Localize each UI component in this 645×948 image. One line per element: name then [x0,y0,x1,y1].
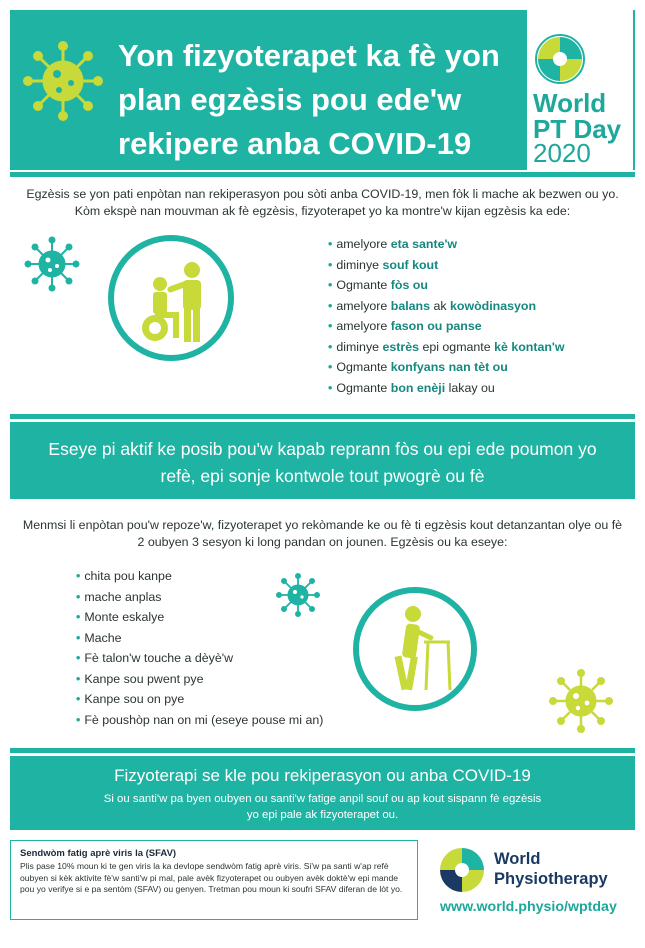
event-name: World PT Day [533,88,622,144]
benefits-list [328,234,565,398]
virus-icon [548,668,614,734]
list-item: • mache anplas [76,589,162,604]
event-year: 2020 [533,138,591,168]
list-item: • amelyore fason ou panse [328,319,482,333]
virus-icon [275,572,321,618]
walker-icon [350,584,480,714]
page-title: Yon fizyoterapet ka fè yon plan egzèsis pou ede'w rekipere anba COVID-19 [118,38,500,161]
list-item: • Monte eskalye [76,610,165,624]
list-item: • Ogmante bon enèji lakay ou [328,380,495,395]
world-physiotherapy-logo-icon [438,846,486,894]
footer-url-link[interactable]: www.world.physio/wptday [440,899,617,915]
list-item: • amelyore eta sante'w [328,237,458,251]
world-pt-logo-icon [535,34,585,84]
list-item: • diminye souf kout [328,257,439,272]
list-item: • Fè talon'w touche a dèyè'w [76,651,234,665]
list-item: • chita pou kanpe [76,569,172,583]
list-item: • diminye estrès epi ogmante kè kontan'w [328,339,565,354]
list-item: • Mache [76,630,122,645]
list-item: • Ogmante konfyans nan tèt ou [328,360,508,374]
divider [10,414,635,419]
key-banner-heading: Fizyoterapi se kle pou rekiperasyon ou anba COVID-19 [114,766,531,785]
list-item: • Fè poushòp nan on mi (eseye pouse mi an) [76,712,324,727]
key-banner-subtext: Si ou santi'w pa byen oubyen ou santi'w fatige anpil souf ou ap kout sispann fè egzèsis yo epi pale ak fizyoterapet ou. [103,793,542,821]
sfav-body: Plis pase 10% moun ki te gen viris la ka devlope sendwòm fatig aprè viris. Si'w pa santi w'ap refè oubyen si kèk aktivite fè'w santi'w pi mal, pale avèk fizyoterapet ou oubyen avèk doktè'w epi mande pou yo verifye si e pa sentòm (SFAV) ou genyen. Tretman pou moun ki soufri SFAV diferan de lòt yo. [20,861,403,895]
divider [10,172,635,177]
intro-text: Egzèsis se yon pati enpòtan nan rekiperasyon pou sòti anba COVID-19, men fòk li mache ak bezwen ou yo. Kòm ekspè nan mouvman ak fè egzèsis, fizyoterapet yo ka montre'w kijan egzèsis ka ede: [26,187,619,218]
list-item: • Ogmante fòs ou [328,278,428,292]
active-banner: Eseye pi aktif ke posib pou'w kapab reprann fòs ou epi ede poumon yo refè, epi sonje kontwole tout pwogrè ou fè [10,422,635,499]
wheelchair-assist-icon [105,232,237,364]
sfav-title: Sendwòm fatig aprè viris la (SFAV) [20,848,177,859]
virus-icon [24,236,80,292]
key-banner [10,756,635,830]
sfav-box [10,840,418,920]
divider [10,748,635,753]
list-item: • Kanpe sou on pye [76,692,185,706]
rest-text: Menmsi li enpòtan pou'w repoze'w, fizyoterapet yo rekòmande ke ou fè ti egzèsis kout detanzantan olye ou fè 2 oubyen 3 sesyon ki long pandan on jounen. Egzèsis ou ka eseye: [22,518,623,549]
virus-icon [22,40,104,122]
org-name: World Physiotherapy [494,850,608,888]
list-item: • Kanpe sou pwent pye [76,671,204,686]
list-item: • amelyore balans ak kowòdinasyon [328,298,537,313]
